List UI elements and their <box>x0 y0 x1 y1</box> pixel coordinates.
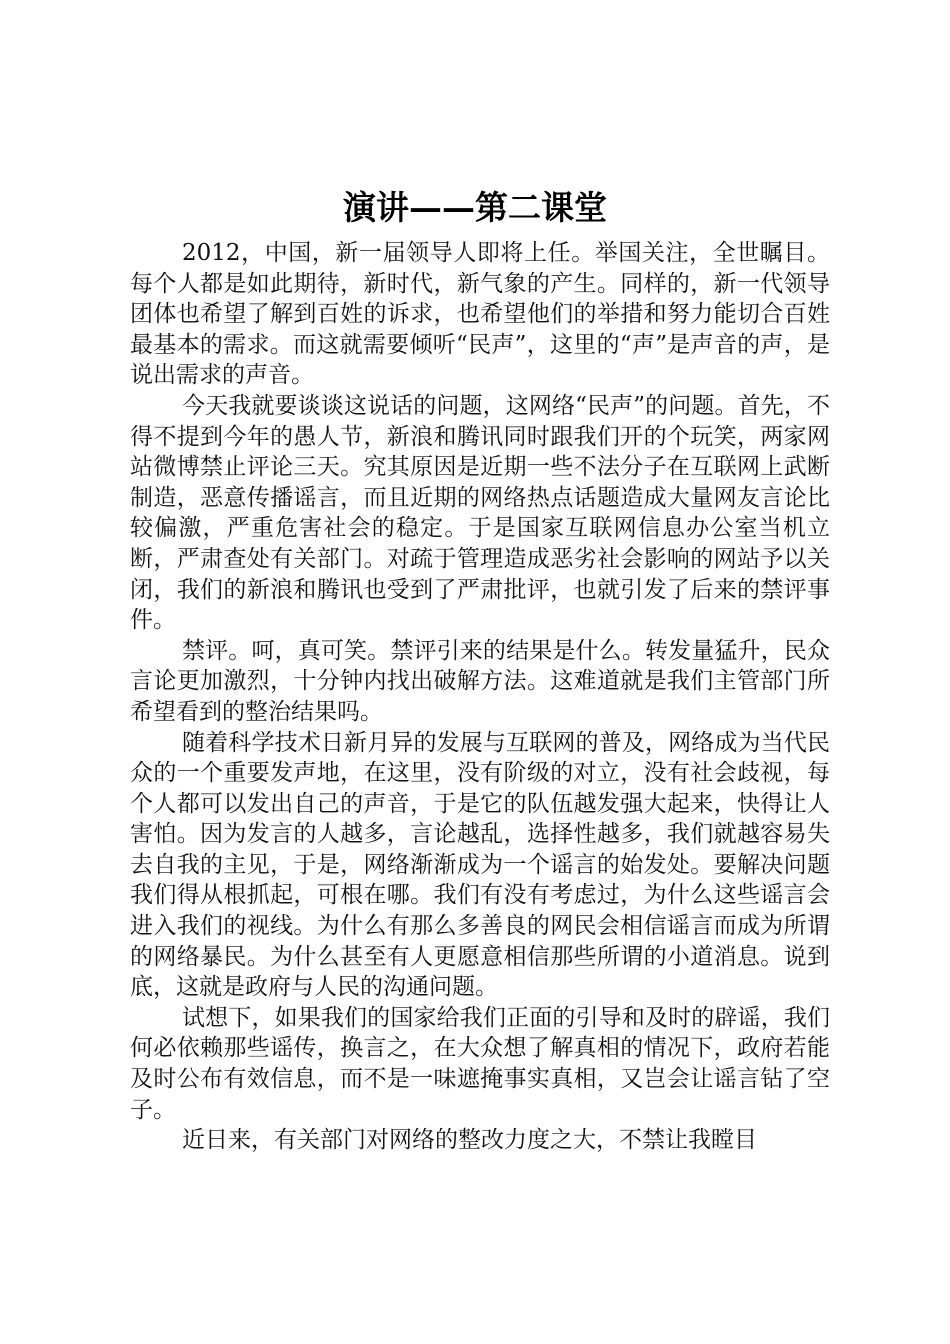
document-body <box>130 238 830 1156</box>
paragraph: 禁评。呵，真可笑。禁评引来的结果是什么。转发量猛升，民众言论更加激烈，十分钟内找出破解方法。这难道就是我们主管部门所希望看到的整治结果吗。 <box>130 637 830 725</box>
paragraph: 近日来，有关部门对网络的整改力度之大，不禁让我瞠目 <box>182 1127 757 1154</box>
paragraph: 试想下，如果我们的国家给我们正面的引导和及时的辟谣，我们何必依赖那些谣传，换言之，在大众想了解真相的情况下，政府若能及时公布有效信息，而不是一味遮掩事实真相，又岂会让谣言钻了空子。 <box>130 1004 830 1123</box>
paragraph: 随着科学技术日新月异的发展与互联网的普及，网络成为当代民众的一个重要发声地，在这里，没有阶级的对立，没有社会歧视，每个人都可以发出自己的声音，于是它的队伍越发强大起来，快得让人害怕。因为发言的人越多，言论越乱，选择性越多，我们就越容易失去自我的主见，于是，网络渐渐成为一个谣言的始发处。要解决问题我们得从根抓起，可根在哪。我们有没有考虑过，为什么这些谣言会进入我们的视线。为什么有那么多善良的网民会相信谣言而成为所谓的网络暴民。为什么甚至有人更愿意相信那些所谓的小道消息。说到底，这就是政府与人民的沟通问题。 <box>130 729 830 1001</box>
document-title: 演讲——第二课堂 <box>343 188 607 227</box>
paragraph: 今天我就要谈谈这说话的问题，这网络“民声”的问题。首先，不得不提到今年的愚人节，新浪和腾讯同时跟我们开的个玩笑，两家网站微博禁止评论三天。究其原因是近期一些不法分子在互联网上武断制造，恶意传播谣言，而且近期的网络热点话题造成大量网友言论比较偏激，严重危害社会的稳定。于是国家互联网信息办公室当机立断，严肃查处有关部门。对疏于管理造成恶劣社会影响的网站予以关闭，我们的新浪和腾讯也受到了严肃批评，也就引发了后来的禁评事件。 <box>130 392 830 634</box>
paragraph: 2012，中国，新一届领导人即将上任。举国关注，全世瞩目。每个人都是如此期待，新时代，新气象的产生。同样的，新一代领导团体也希望了解到百姓的诉求，也希望他们的举措和努力能切合百姓最基本的需求。而这就需要倾听“民声”，这里的“声”是声音的声，是说出需求的声音。 <box>130 240 830 389</box>
